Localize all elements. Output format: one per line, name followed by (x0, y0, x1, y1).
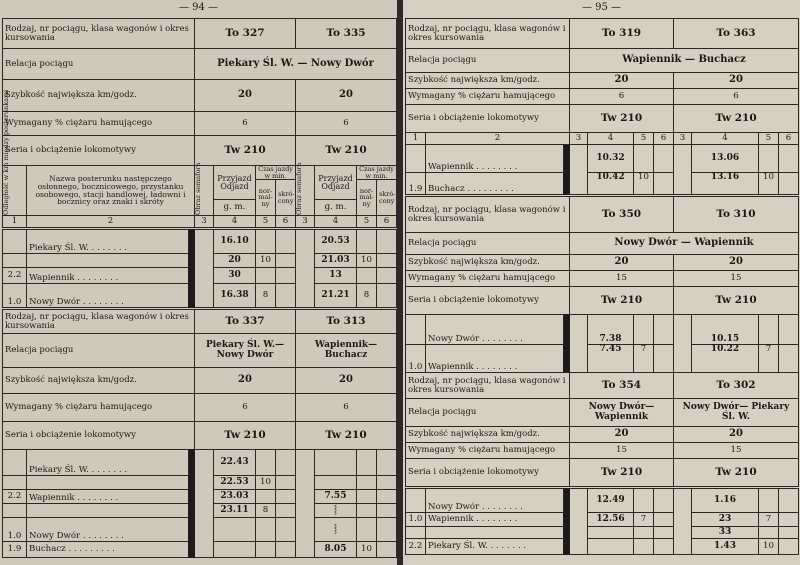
relation-label: Relacja pociągu (406, 399, 570, 427)
km-cell (3, 476, 27, 490)
minutes-cell: 8 (357, 284, 377, 308)
loco-value: Tw 210 (195, 136, 296, 166)
gm-header: g. m. (315, 200, 357, 216)
minutes-cell: 10 (357, 254, 377, 268)
col-number: 3 (570, 133, 588, 145)
minutes-cell: 7 (759, 345, 779, 373)
train-label: Rodzaj, nr pociągu, klasa wagonów i okres kursowania (406, 373, 570, 399)
loco-value: Tw 210 (674, 459, 799, 487)
train-number: To 319 (570, 19, 674, 49)
time-cell: 1.43 (692, 539, 759, 555)
short-cell (276, 476, 296, 490)
travel-header: Czas jazdy w min. (256, 166, 296, 180)
brake-value: 15 (674, 271, 799, 287)
km-cell (3, 504, 27, 518)
km-cell (406, 315, 426, 345)
minutes-cell: 10 (634, 173, 654, 195)
speed-label: Szybkość największa km/godz. (406, 427, 570, 443)
time-cell: 20.53 (315, 230, 357, 254)
time-cell (315, 476, 357, 490)
short-cell (779, 539, 799, 555)
col-number: 1 (406, 133, 426, 145)
minutes-cell (759, 315, 779, 345)
loco-value: Tw 210 (195, 422, 296, 450)
time-cell: 21.03 (315, 254, 357, 268)
train-number: To 337 (195, 310, 296, 334)
time-cell: 7.45 (588, 345, 634, 373)
minutes-cell (634, 315, 654, 345)
col-number: 2 (27, 216, 195, 228)
col-number: 6 (377, 216, 397, 228)
time-cell (315, 450, 357, 476)
km-cell: 2.2 (3, 268, 27, 284)
semaphore-cell (195, 450, 214, 558)
km-cell (406, 145, 426, 173)
short-cell (377, 542, 397, 558)
minutes-cell: 10 (256, 254, 276, 268)
relation-value: Piekary Śl. W.— Nowy Dwór (195, 334, 296, 368)
km-cell: 1.0 (3, 284, 27, 308)
speed-value: 20 (674, 73, 799, 89)
minutes-cell (256, 518, 276, 542)
travel-header: Czas jazdy w min. (357, 166, 397, 180)
short-cell (377, 490, 397, 504)
km-cell (3, 450, 27, 476)
station-name (27, 476, 189, 490)
station-name: Piekary Śl. W. . . . . . . . (27, 230, 189, 254)
semaphore-cell (674, 145, 692, 195)
semaphore-cell (296, 450, 315, 558)
minutes-cell (256, 542, 276, 558)
relation-value: Nowy Dwór — Wapiennik (570, 233, 799, 255)
minutes-cell (256, 490, 276, 504)
short-cell (654, 345, 674, 373)
speed-value: 20 (674, 255, 799, 271)
minutes-cell (759, 145, 779, 173)
short-cell (276, 490, 296, 504)
km-cell: 1.9 (406, 173, 426, 195)
minutes-cell: 8 (256, 504, 276, 518)
train-number: To 354 (570, 373, 674, 399)
km-cell (406, 489, 426, 513)
short-cell (377, 504, 397, 518)
station-name: Buchacz . . . . . . . . . (27, 542, 189, 558)
col-number: 5 (634, 133, 654, 145)
short-cell (779, 527, 799, 539)
time-cell: 23 (692, 513, 759, 527)
train-number: To 313 (296, 310, 397, 334)
col-number: 3 (296, 216, 315, 228)
minutes-cell (256, 230, 276, 254)
brake-label: Wymagany % ciężaru hamującego (3, 394, 195, 422)
station-name (27, 504, 189, 518)
loco-value: Tw 210 (570, 459, 674, 487)
time-cell (214, 518, 256, 542)
time-cell (588, 527, 634, 539)
relation-value: Wapiennik — Buchacz (570, 49, 799, 73)
minutes-cell (634, 539, 654, 555)
timetable-rows-1 (2, 229, 397, 308)
time-cell: 16.10 (214, 230, 256, 254)
train-label: Rodzaj, nr pociągu, klasa wagonów i okres kursowania (406, 197, 570, 233)
col-number: 3 (674, 133, 692, 145)
time-cell: 13 (315, 268, 357, 284)
col-number: 4 (588, 133, 634, 145)
minutes-cell: 7 (634, 345, 654, 373)
train-header-table-3 (405, 372, 799, 487)
short-cell (276, 284, 296, 308)
time-cell: 7.55 (315, 490, 357, 504)
time-cell: 22.43 (214, 450, 256, 476)
time-cell: 7.38 (588, 315, 634, 345)
minutes-cell (357, 230, 377, 254)
time-cell: 30 (214, 268, 256, 284)
short-cell (654, 513, 674, 527)
time-cell: 10.15 (692, 315, 759, 345)
brake-value: 6 (195, 112, 296, 136)
col-number: 5 (357, 216, 377, 228)
loco-value: Tw 210 (570, 105, 674, 133)
semaphore-cell (674, 489, 692, 555)
short-cell (779, 345, 799, 373)
relation-value: Nowy Dwór— Wapiennik (570, 399, 674, 427)
short-cell (276, 450, 296, 476)
short-cell (654, 145, 674, 173)
short-cell (377, 284, 397, 308)
station-name: Wapiennik . . . . . . . . (27, 490, 189, 504)
col-number: 6 (654, 133, 674, 145)
short-cell (276, 504, 296, 518)
time-cell: 20 (214, 254, 256, 268)
time-cell: 21.21 (315, 284, 357, 308)
semaphore-header: Obraz semafora (195, 166, 214, 216)
loco-value: Tw 210 (296, 422, 397, 450)
station-name: Wapiennik . . . . . . . . (27, 268, 189, 284)
train-header-table-1 (405, 18, 799, 133)
km-cell: 2.2 (406, 539, 426, 555)
station-name: Buchacz . . . . . . . . . (426, 173, 564, 195)
speed-value: 20 (296, 368, 397, 394)
km-cell: 1.0 (3, 518, 27, 542)
loco-label: Seria i obciążenie lokomotywy (406, 287, 570, 315)
km-cell: 2.2 (3, 490, 27, 504)
brake-value: 15 (674, 443, 799, 459)
train-number: To 310 (674, 197, 799, 233)
station-name: Nowy Dwór . . . . . . . . (426, 315, 564, 345)
train-label: Rodzaj, nr pociągu, klasa wagonów i okres kursowania (3, 19, 195, 49)
col-number: 3 (195, 216, 214, 228)
train-number: To 335 (296, 19, 397, 49)
col-number: 6 (276, 216, 296, 228)
time-cell: 33 (692, 527, 759, 539)
relation-value: Piekary Śl. W. — Nowy Dwór (195, 49, 397, 80)
brake-value: 6 (195, 394, 296, 422)
shortened-header: skró-cony (377, 180, 397, 216)
left-page (0, 0, 397, 565)
station-name (426, 527, 564, 539)
timetable-rows-2 (405, 314, 799, 373)
relation-label: Relacja pociągu (406, 49, 570, 73)
short-cell (377, 450, 397, 476)
relation-value: Nowy Dwór— Piekary Śl. W. (674, 399, 799, 427)
col-number: 6 (779, 133, 799, 145)
time-cell: 23.03 (214, 490, 256, 504)
km-cell (3, 230, 27, 254)
col-number: 5 (256, 216, 276, 228)
short-cell (779, 489, 799, 513)
brake-value: 15 (570, 443, 674, 459)
col-number: 4 (214, 216, 256, 228)
short-cell (654, 527, 674, 539)
time-cell (214, 542, 256, 558)
page-number: — 94 — (178, 2, 219, 13)
train-number: To 327 (195, 19, 296, 49)
semaphore-header: Obraz semafora (296, 166, 315, 216)
short-cell (654, 173, 674, 195)
short-cell (276, 268, 296, 284)
brake-value: 6 (296, 112, 397, 136)
zigzag-cell: ⸾ (315, 518, 357, 542)
minutes-cell (759, 527, 779, 539)
brake-label: Wymagany % ciężaru hamującego (406, 271, 570, 287)
arr-dep-header: Przyjazd Odjazd (315, 166, 357, 200)
semaphore-cell (674, 315, 692, 373)
short-cell (276, 518, 296, 542)
page-number: — 95 — (581, 2, 622, 13)
station-name: Wapiennik . . . . . . . . (426, 145, 564, 173)
relation-label: Relacja pociągu (3, 49, 195, 80)
brake-value: 15 (570, 271, 674, 287)
semaphore-cell (570, 489, 588, 555)
time-cell: 8.05 (315, 542, 357, 558)
minutes-cell (634, 145, 654, 173)
station-name: Nowy Dwór . . . . . . . . (27, 284, 189, 308)
distance-header: Odległość w km między posterunkami (3, 166, 27, 216)
time-cell: 13.16 (692, 173, 759, 195)
station-name: Nowy Dwór . . . . . . . . (426, 489, 564, 513)
speed-label: Szybkość największa km/godz. (406, 73, 570, 89)
time-cell: 1.16 (692, 489, 759, 513)
minutes-cell: 7 (759, 513, 779, 527)
minutes-cell (357, 450, 377, 476)
km-cell: 1.0 (406, 345, 426, 373)
train-number: To 363 (674, 19, 799, 49)
km-cell: 1.0 (406, 513, 426, 527)
brake-label: Wymagany % ciężaru hamującego (3, 112, 195, 136)
brake-label: Wymagany % ciężaru hamującego (406, 89, 570, 105)
speed-value: 20 (195, 80, 296, 112)
km-cell (3, 254, 27, 268)
speed-value: 20 (570, 427, 674, 443)
col-number: 4 (315, 216, 357, 228)
short-cell (654, 315, 674, 345)
loco-value: Tw 210 (296, 136, 397, 166)
train-header-table-2 (2, 309, 397, 450)
speed-value: 20 (296, 80, 397, 112)
timetable-rows-2 (2, 449, 397, 558)
relation-label: Relacja pociągu (3, 334, 195, 368)
brake-value: 6 (296, 394, 397, 422)
minutes-cell: 10 (759, 539, 779, 555)
minutes-cell (357, 504, 377, 518)
time-cell: 12.49 (588, 489, 634, 513)
train-header-table-1 (2, 18, 397, 166)
short-cell (377, 476, 397, 490)
timetable-rows-1 (405, 132, 799, 195)
normal-header: nor-mal-ny (357, 180, 377, 216)
col-number: 1 (3, 216, 27, 228)
minutes-cell (634, 489, 654, 513)
gm-header: g. m. (214, 200, 256, 216)
train-label: Rodzaj, nr pociągu, klasa wagonów i okres kursowania (3, 310, 195, 334)
short-cell (779, 513, 799, 527)
time-cell: 22.53 (214, 476, 256, 490)
time-cell: 23.11 (214, 504, 256, 518)
loco-label: Seria i obciążenie lokomotywy (406, 459, 570, 487)
loco-value: Tw 210 (570, 287, 674, 315)
loco-label: Seria i obciążenie lokomotywy (406, 105, 570, 133)
minutes-cell: 10 (256, 476, 276, 490)
loco-label: Seria i obciążenie lokomotywy (3, 136, 195, 166)
loco-value: Tw 210 (674, 287, 799, 315)
minutes-cell: 8 (256, 284, 276, 308)
short-cell (654, 489, 674, 513)
time-cell (588, 539, 634, 555)
km-cell: 1.9 (3, 542, 27, 558)
minutes-cell: 7 (634, 513, 654, 527)
minutes-cell (357, 268, 377, 284)
station-name: Wapiennik . . . . . . . . (426, 513, 564, 527)
short-cell (377, 268, 397, 284)
time-cell: 10.42 (588, 173, 634, 195)
zigzag-cell: ⸾ (315, 504, 357, 518)
time-cell: 13.06 (692, 145, 759, 173)
minutes-cell: 10 (357, 542, 377, 558)
km-cell (406, 527, 426, 539)
minutes-cell (357, 490, 377, 504)
short-cell (377, 518, 397, 542)
station-header: Nazwa posterunku następczego osłonnego, bocznicowego, przystanku osobowego, stacji handlowej, ładowni i bocznicy oraz znaki i skróty (27, 166, 195, 216)
speed-value: 20 (195, 368, 296, 394)
short-cell (276, 542, 296, 558)
speed-value: 20 (674, 427, 799, 443)
brake-value: 6 (674, 89, 799, 105)
train-header-table-2 (405, 196, 799, 315)
short-cell (377, 254, 397, 268)
semaphore-cell (570, 315, 588, 373)
speed-value: 20 (570, 255, 674, 271)
time-cell: 10.32 (588, 145, 634, 173)
station-name: Wapiennik . . . . . . . . (426, 345, 564, 373)
station-name: Piekary Śl. W. . . . . . . . (426, 539, 564, 555)
brake-value: 6 (570, 89, 674, 105)
short-cell (377, 230, 397, 254)
train-number: To 302 (674, 373, 799, 399)
minutes-cell (759, 489, 779, 513)
speed-label: Szybkość największa km/godz. (3, 80, 195, 112)
col-number: 5 (759, 133, 779, 145)
semaphore-cell (195, 230, 214, 308)
station-name: Nowy Dwór . . . . . . . . (27, 518, 189, 542)
minutes-cell: 10 (759, 173, 779, 195)
station-name: Piekary Śl. W. . . . . . . . (27, 450, 189, 476)
speed-value: 20 (570, 73, 674, 89)
time-cell: 16.38 (214, 284, 256, 308)
right-page (403, 0, 800, 565)
train-number: To 350 (570, 197, 674, 233)
arr-dep-header: Przyjazd Odjazd (214, 166, 256, 200)
normal-header: nor-mal-ny (256, 180, 276, 216)
loco-value: Tw 210 (674, 105, 799, 133)
speed-label: Szybkość największa km/godz. (406, 255, 570, 271)
short-cell (276, 230, 296, 254)
semaphore-cell (296, 230, 315, 308)
shortened-header: skró-cony (276, 180, 296, 216)
time-cell: 10.22 (692, 345, 759, 373)
minutes-cell (256, 268, 276, 284)
minutes-cell (634, 527, 654, 539)
relation-value: Wapiennik— Buchacz (296, 334, 397, 368)
speed-label: Szybkość największa km/godz. (3, 368, 195, 394)
minutes-cell (357, 476, 377, 490)
semaphore-cell (570, 145, 588, 195)
minutes-cell (357, 518, 377, 542)
time-cell: 12.56 (588, 513, 634, 527)
loco-label: Seria i obciążenie lokomotywy (3, 422, 195, 450)
train-label: Rodzaj, nr pociągu, klasa wagonów i okres kursowania (406, 19, 570, 49)
station-name (27, 254, 189, 268)
short-cell (779, 315, 799, 345)
col-number: 4 (692, 133, 759, 145)
short-cell (779, 173, 799, 195)
col-number: 2 (426, 133, 570, 145)
relation-label: Relacja pociągu (406, 233, 570, 255)
short-cell (276, 254, 296, 268)
minutes-cell (256, 450, 276, 476)
brake-label: Wymagany % ciężaru hamującego (406, 443, 570, 459)
short-cell (654, 539, 674, 555)
short-cell (779, 145, 799, 173)
timetable-rows-3 (405, 488, 799, 555)
